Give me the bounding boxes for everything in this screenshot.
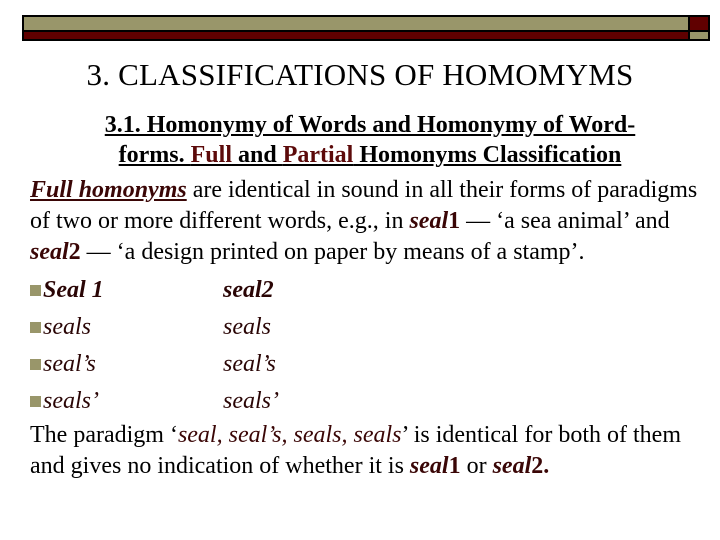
heading-line-2 <box>30 140 710 170</box>
seal1-num: 1 <box>448 208 461 234</box>
bar-olive-segment <box>24 17 688 30</box>
heading-line-1: 3.1. Homonymy of Words and Homonymy of Word- <box>104 112 636 138</box>
list-item <box>30 272 710 309</box>
right-form: seals’ <box>223 388 279 414</box>
conclusion-paragraph <box>30 420 710 482</box>
seal1-num: 1 <box>448 453 461 479</box>
seal1-word: seal <box>409 208 449 234</box>
left-form: seals <box>43 314 91 340</box>
text: The paradigm ‘ <box>30 422 178 448</box>
decorative-title-bar <box>22 15 710 41</box>
bar-red-square <box>690 17 708 30</box>
term-full-homonyms: Full homonyms <box>30 177 187 203</box>
left-form: seals’ <box>43 388 99 414</box>
heading-full: Full <box>190 142 232 168</box>
list-item <box>30 346 710 383</box>
heading-text: and <box>231 142 283 168</box>
seal1-word: seal <box>409 453 449 479</box>
bar-red-segment <box>24 32 688 39</box>
intro-paragraph <box>30 175 710 268</box>
square-bullet-icon <box>30 396 41 407</box>
text: ’ is identical for both of them and gives no indication of whether it is <box>30 422 681 479</box>
square-bullet-icon <box>30 359 41 370</box>
square-bullet-icon <box>30 285 41 296</box>
square-bullet-icon <box>30 322 41 333</box>
heading-text: forms. <box>118 142 191 168</box>
section-heading <box>30 110 710 170</box>
heading-partial: Partial <box>282 142 354 168</box>
text: are identical in sound in all their forms of paradigms of two or more different words, e.g., in <box>30 177 698 234</box>
seal2-word: seal <box>30 239 69 265</box>
slide-body <box>30 175 710 482</box>
text: . <box>543 453 550 479</box>
slide-title: 3. CLASSIFICATIONS OF HOMOMYMS <box>86 57 634 92</box>
right-form: seal’s <box>223 351 276 377</box>
list-item <box>30 309 710 346</box>
text: — ‘a design printed on paper by means of a stamp’. <box>80 239 585 265</box>
heading-text: Homonyms Classification <box>353 142 622 168</box>
paradigm-forms: seal, seal’s, seals, seals <box>177 422 402 448</box>
right-form: seals <box>223 314 271 340</box>
left-form: seal’s <box>43 351 96 377</box>
seal2-num: 2 <box>68 239 81 265</box>
right-form: seal2 <box>223 277 274 303</box>
seal2-word: seal <box>492 453 532 479</box>
seal2-num: 2 <box>531 453 544 479</box>
text: — ‘a sea animal’ and <box>460 208 670 234</box>
text: or <box>460 453 493 479</box>
bar-olive-square <box>690 32 708 39</box>
left-form: Seal 1 <box>43 277 104 303</box>
list-item <box>30 383 710 420</box>
